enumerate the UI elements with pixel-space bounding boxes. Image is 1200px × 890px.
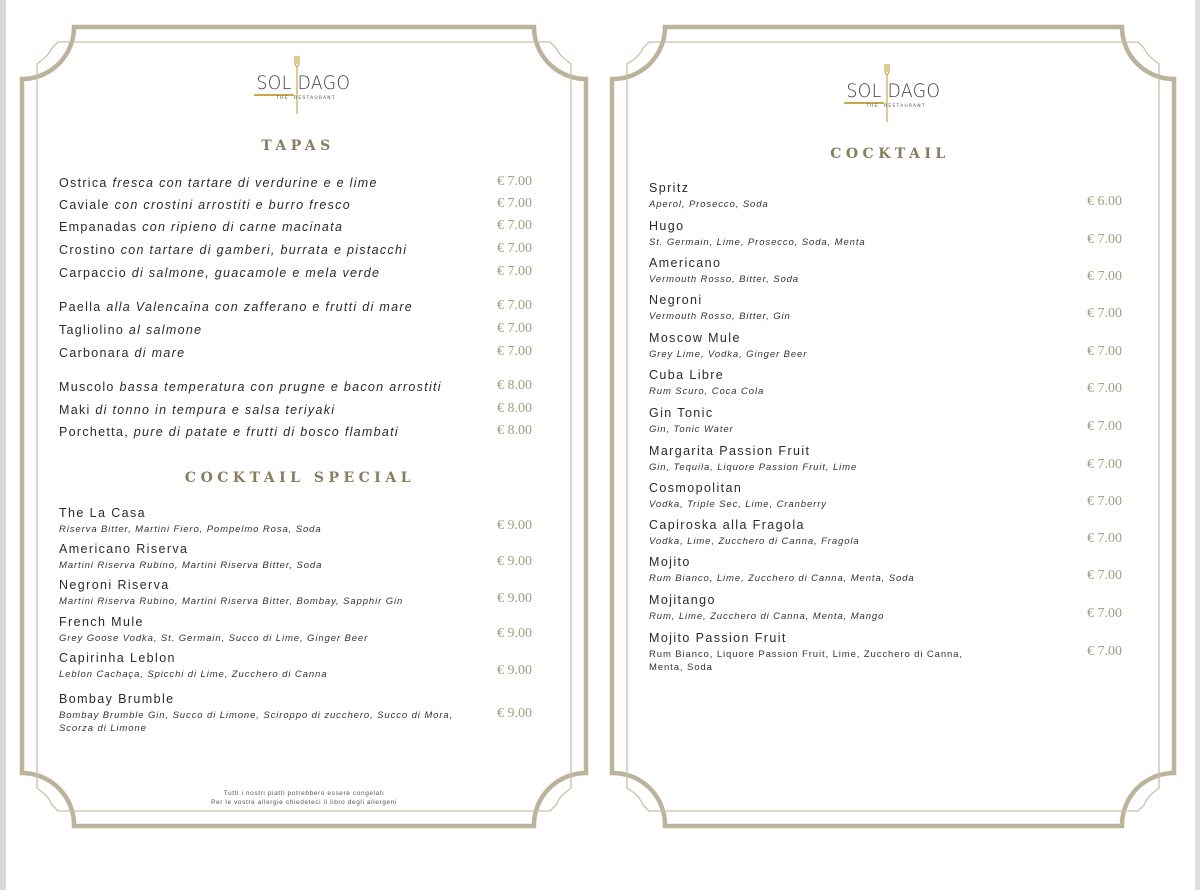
cocktail-price: € 7.00 <box>1087 381 1122 396</box>
tapas-item-price: € 7.00 <box>497 264 532 279</box>
cocktail-ingredients: Gin, Tonic Water <box>649 424 734 435</box>
logo-wordmark: SOL DAGO <box>256 72 351 94</box>
special-cocktail-price: € 9.00 <box>497 626 532 641</box>
cocktail-ingredients: Aperol, Prosecco, Soda <box>649 199 769 210</box>
dish-name-detail: bassa temperatura con prugne e bacon arrostiti <box>119 380 442 394</box>
special-cocktail-name: Bombay Brumble <box>59 692 175 706</box>
tapas-item-name <box>59 346 185 360</box>
special-cocktail-price: € 9.00 <box>497 554 532 569</box>
tapas-item-price: € 7.00 <box>497 241 532 256</box>
cocktail-name: Cosmopolitan <box>649 481 743 495</box>
allergen-footnote <box>154 789 454 807</box>
cocktail-ingredients: Vodka, Lime, Zucchero di Canna, Fragola <box>649 536 860 547</box>
cocktail-ingredients: Vodka, Triple Sec, Lime, Cranberry <box>649 499 827 510</box>
cocktail-price: € 7.00 <box>1087 306 1122 321</box>
cocktail-name: Mojitango <box>649 593 716 607</box>
dish-name-detail: pure di patate e frutti di bosco flambati <box>133 425 399 439</box>
special-cocktail-ingredients: Martini Riserva Rubino, Martini Riserva Bitter, Bombay, Sapphir Gin <box>59 596 404 607</box>
cocktail-price: € 7.00 <box>1087 644 1122 659</box>
special-cocktail-price: € 9.00 <box>497 518 532 533</box>
special-cocktail-name: Americano Riserva <box>59 542 189 556</box>
special-cocktail-ingredients: Riserva Bitter, Martini Fiero, Pompelmo Rosa, Soda <box>59 524 322 535</box>
special-cocktail-price: € 9.00 <box>497 591 532 606</box>
dish-name-main: Carpaccio <box>59 266 127 280</box>
cocktail-price: € 7.00 <box>1087 606 1122 621</box>
cocktail-name: Spritz <box>649 181 690 195</box>
cocktail-heading: COCKTAIL <box>830 146 950 162</box>
special-cocktail-ingredients: Leblon Cachaça, Spicchi di Lime, Zucchero di Canna <box>59 669 328 680</box>
viewer-right-edge <box>1195 0 1200 890</box>
cocktail-name: Capiroska alla Fragola <box>649 518 805 532</box>
cocktail-price: € 7.00 <box>1087 269 1122 284</box>
cocktail-price: € 7.00 <box>1087 457 1122 472</box>
dish-name-detail: con crostini arrostiti e burro fresco <box>114 198 351 212</box>
footnote-line-1: Tutti i nostri piatti potrebbero essere congelati <box>223 790 385 797</box>
cocktail-ingredients: Rum Bianco, Lime, Zucchero di Canna, Menta, Soda <box>649 573 915 584</box>
cocktail-name: Gin Tonic <box>649 406 714 420</box>
cocktail-price: € 7.00 <box>1087 419 1122 434</box>
cocktail-ingredients: Grey Lime, Vodka, Ginger Beer <box>649 349 808 360</box>
tapas-item-price: € 8.00 <box>497 378 532 393</box>
cocktail-name: Cuba Libre <box>649 368 725 382</box>
dish-name-detail: con ripieno di carne macinata <box>142 220 344 234</box>
cocktail-price: € 6.00 <box>1087 194 1122 209</box>
restaurant-logo <box>842 64 941 126</box>
tapas-item-name <box>59 380 442 394</box>
special-cocktail-name: Capirinha Leblon <box>59 651 176 665</box>
special-cocktail-ingredients: Martini Riserva Rubino, Martini Riserva Bitter, Soda <box>59 560 323 571</box>
tapas-item-price: € 8.00 <box>497 423 532 438</box>
dish-name-detail: di tonno in tempura e salsa teriyaki <box>95 403 336 417</box>
cocktail-name: Hugo <box>649 219 685 233</box>
dish-name-main: Muscolo <box>59 380 115 394</box>
tapas-item-price: € 8.00 <box>497 401 532 416</box>
cocktail-price: € 7.00 <box>1087 531 1122 546</box>
dish-name-main: Paella <box>59 300 102 314</box>
dish-name-main: Crostino <box>59 243 116 257</box>
dish-name-main: Porchetta, <box>59 425 129 439</box>
cocktail-name: Negroni <box>649 293 703 307</box>
dish-name-detail: fresca con tartare di verdurine e e lime <box>112 176 378 190</box>
dish-name-main: Caviale <box>59 198 110 212</box>
viewer-left-edge <box>0 0 6 890</box>
tapas-item-name <box>59 403 335 417</box>
tapas-heading: TAPAS <box>261 138 335 154</box>
cocktail-price: € 7.00 <box>1087 344 1122 359</box>
cocktail-ingredients: Rum, Lime, Zucchero di Canna, Menta, Mango <box>649 611 885 622</box>
cocktail-ingredients: St. Germain, Lime, Prosecco, Soda, Menta <box>649 237 866 248</box>
tapas-item-name <box>59 323 202 337</box>
cocktail-price: € 7.00 <box>1087 494 1122 509</box>
special-cocktail-ingredients: Scorza di Limone <box>59 723 147 734</box>
cocktail-name: Mojito <box>649 555 691 569</box>
footnote-line-2: Per le vostre allergie chiedeteci il libro degli allergeni <box>211 799 397 806</box>
dish-name-main: Tagliolino <box>59 323 125 337</box>
tapas-item-price: € 7.00 <box>497 218 532 233</box>
tapas-item-price: € 7.00 <box>497 344 532 359</box>
tapas-item-name <box>59 198 351 212</box>
dish-name-main: Empanadas <box>59 220 138 234</box>
cocktail-name: Americano <box>649 256 722 270</box>
restaurant-logo <box>252 56 351 118</box>
tapas-item-name <box>59 266 380 280</box>
cocktail-ingredients: Vermouth Rosso, Bitter, Soda <box>649 274 799 285</box>
cocktail-ingredients: Menta, Soda <box>649 662 713 673</box>
dish-name-main: Carbonara <box>59 346 130 360</box>
special-cocktail-price: € 9.00 <box>497 706 532 721</box>
tapas-item-price: € 7.00 <box>497 174 532 189</box>
tapas-item-price: € 7.00 <box>497 196 532 211</box>
tapas-item-price: € 7.00 <box>497 298 532 313</box>
dish-name-detail: di mare <box>134 346 186 360</box>
tapas-item-name <box>59 425 399 439</box>
special-cocktail-ingredients: Grey Goose Vodka, St. Germain, Succo di Lime, Ginger Beer <box>59 633 369 644</box>
dish-name-main: Ostrica <box>59 176 108 190</box>
dish-name-detail: di salmone, guacamole e mela verde <box>131 266 381 280</box>
special-cocktail-name: French Mule <box>59 615 144 629</box>
tapas-item-name <box>59 176 378 190</box>
special-cocktail-price: € 9.00 <box>497 663 532 678</box>
tapas-item-price: € 7.00 <box>497 321 532 336</box>
special-cocktail-name: The La Casa <box>59 506 146 520</box>
cocktail-ingredients: Gin, Tequila, Liquore Passion Fruit, Lime <box>649 462 858 473</box>
tapas-item-name <box>59 300 413 314</box>
cocktail-price: € 7.00 <box>1087 568 1122 583</box>
cocktail-ingredients: Rum Bianco, Liquore Passion Fruit, Lime, Zucchero di Canna, <box>649 649 963 660</box>
logo-tagline: THE RESTAURANT <box>276 96 336 101</box>
cocktail-price: € 7.00 <box>1087 232 1122 247</box>
tapas-item-name <box>59 220 343 234</box>
dish-name-detail: alla Valencaina con zafferano e frutti di mare <box>106 300 414 314</box>
cocktail-name: Margarita Passion Fruit <box>649 444 811 458</box>
tapas-item-name <box>59 243 407 257</box>
cocktail-name: Moscow Mule <box>649 331 741 345</box>
cocktail-special-heading: COCKTAIL SPECIAL <box>184 470 416 486</box>
dish-name-main: Maki <box>59 403 91 417</box>
dish-name-detail: al salmone <box>128 323 203 337</box>
logo-wordmark: SOL DAGO <box>846 80 941 102</box>
special-cocktail-ingredients: Bombay Brumble Gin, Succo di Limone, Sciroppo di zucchero, Succo di Mora, <box>59 710 454 721</box>
cocktail-name: Mojito Passion Fruit <box>649 631 787 645</box>
logo-tagline: THE RESTAURANT <box>866 104 926 109</box>
dish-name-detail: con tartare di gamberi, burrata e pistacchi <box>120 243 408 257</box>
special-cocktail-name: Negroni Riserva <box>59 578 170 592</box>
cocktail-ingredients: Vermouth Rosso, Bitter, Gin <box>649 311 791 322</box>
cocktail-ingredients: Rum Scuro, Coca Cola <box>649 386 765 397</box>
